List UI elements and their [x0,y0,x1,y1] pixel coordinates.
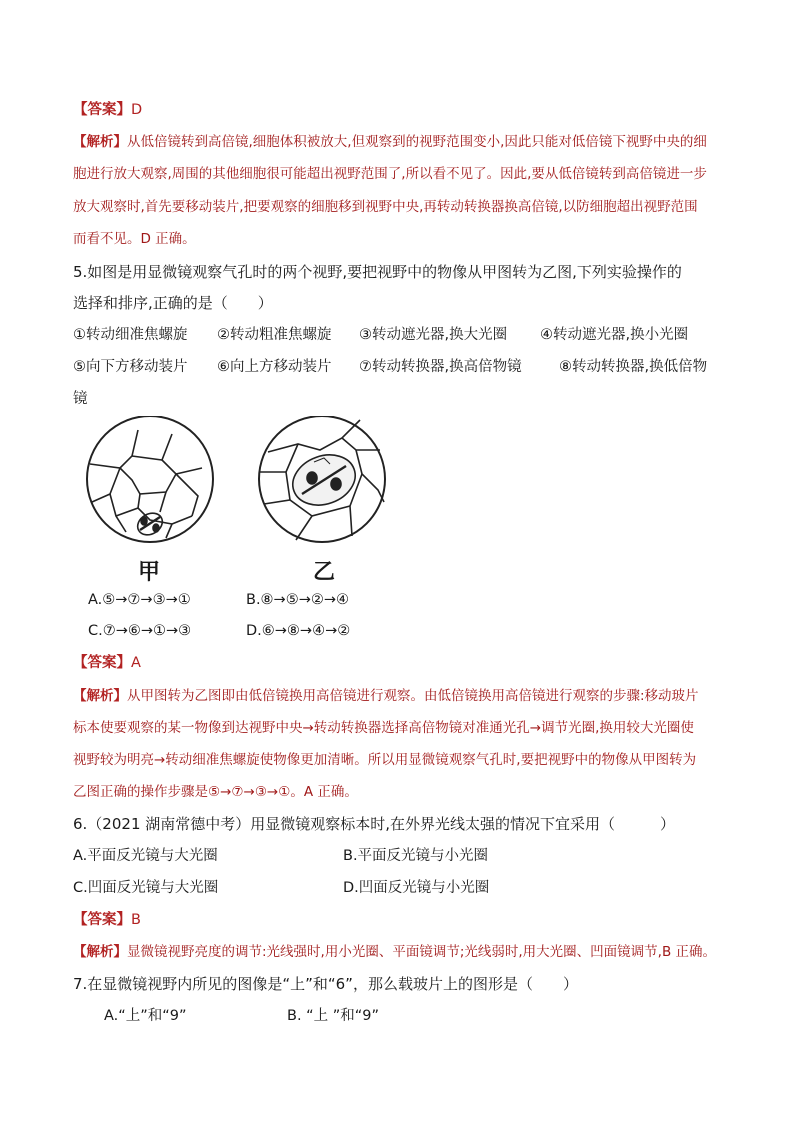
step-item: ③转动遮光器,换大光圈 [359,327,508,343]
analysis-label: 【解析】 [73,134,127,150]
option-d: D.凹面反光镜与小光圈 [343,880,490,896]
step-item: ⑦转动转换器,换高倍物镜 [359,359,522,375]
analysis-line: 胞进行放大观察,周围的其他细胞很可能超出视野范围了,所以看不见了。因此,要从低倍镜转到高倍镜进一步 [73,166,707,182]
analysis-line: 而看不见。D 正确。 [73,231,196,247]
analysis-line [73,132,707,152]
answer-line-q6 [73,910,141,930]
step-item: ④转动遮光器,换小光圈 [540,327,689,343]
question-stem: 7.在显微镜视野内所见的图像是“上”和“6”，那么载玻片上的图形是（ ） [73,975,578,993]
step-item: ⑤向下方移动装片 [73,359,188,375]
analysis-text: 从低倍镜转到高倍镜,细胞体积被放大,但观察到的视野范围变小,因此只能对低倍镜下视野中央的细 [127,134,707,150]
step-item: ①转动细准焦螺旋 [73,327,188,343]
option-d: D.⑥→⑧→④→② [246,623,351,639]
analysis-text: 显微镜视野亮度的调节:光线强时,用小光圈、平面镜调节;光线弱时,用大光圈、凹面镜调节,B 正确。 [127,944,717,960]
question-stem: 选择和排序,正确的是（ ） [73,294,273,312]
answer-label: 【答案】 [73,655,131,671]
analysis-line [73,942,716,962]
question-stem: 5.如图是用显微镜观察气孔时的两个视野,要把视野中的物像从甲图转为乙图,下列实验操作的 [73,263,682,281]
analysis-line: 视野较为明亮→转动细准焦螺旋使物像更加清晰。所以用显微镜观察气孔时,要把视野中的物像从甲图转为 [73,752,697,768]
answer-value: D [131,102,143,118]
analysis-line: 放大观察时,首先要移动装片,把要观察的细胞移到视野中央,再转动转换器换高倍镜,以防细胞超出视野范围 [73,199,698,215]
analysis-label: 【解析】 [73,944,127,960]
option-c: C.凹面反光镜与大光圈 [73,880,219,896]
option-a: A.“上”和“9” [104,1008,187,1024]
option-c: C.⑦→⑥→①→③ [88,623,192,639]
answer-label: 【答案】 [73,102,131,118]
analysis-text: 从甲图转为乙图即由低倍镜换用高倍镜进行观察。由低倍镜换用高倍镜进行观察的步骤:移动玻片 [127,688,699,704]
field-yi [259,416,385,542]
analysis-line [73,686,699,706]
analysis-line: 标本使要观察的某一物像到达视野中央→转动转换器选择高倍物镜对准通光孔→调节光圈,换用较大光圈使 [73,720,694,736]
option-a: A.平面反光镜与大光圈 [73,848,218,864]
analysis-line: 乙图正确的操作步骤是⑤→⑦→③→①。A 正确。 [73,784,358,800]
figure-label-jia: 甲 [138,560,161,585]
analysis-label: 【解析】 [73,688,127,704]
step-item: ⑧转动转换器,换低倍物 [559,359,708,375]
step-item: ②转动粗准焦螺旋 [217,327,332,343]
answer-value: A [131,655,141,671]
microscope-fields-figure [80,416,400,586]
option-b: B.平面反光镜与小光圈 [343,848,489,864]
option-b: B. “上 ”和“9” [287,1008,380,1024]
option-a: A.⑤→⑦→③→① [88,592,191,608]
answer-line-q5 [73,653,141,673]
answer-line-q4 [73,100,142,120]
step-item-continuation: 镜 [73,391,88,407]
option-b: B.⑧→⑤→②→④ [246,592,350,608]
answer-label: 【答案】 [73,912,131,928]
question-stem: 6.（2021 湖南常德中考）用显微镜观察标本时,在外界光线太强的情况下宜采用（ ） [73,815,676,833]
answer-value: B [131,912,141,928]
figure-label-yi: 乙 [313,560,336,585]
field-jia [87,416,213,542]
step-item: ⑥向上方移动装片 [217,359,332,375]
